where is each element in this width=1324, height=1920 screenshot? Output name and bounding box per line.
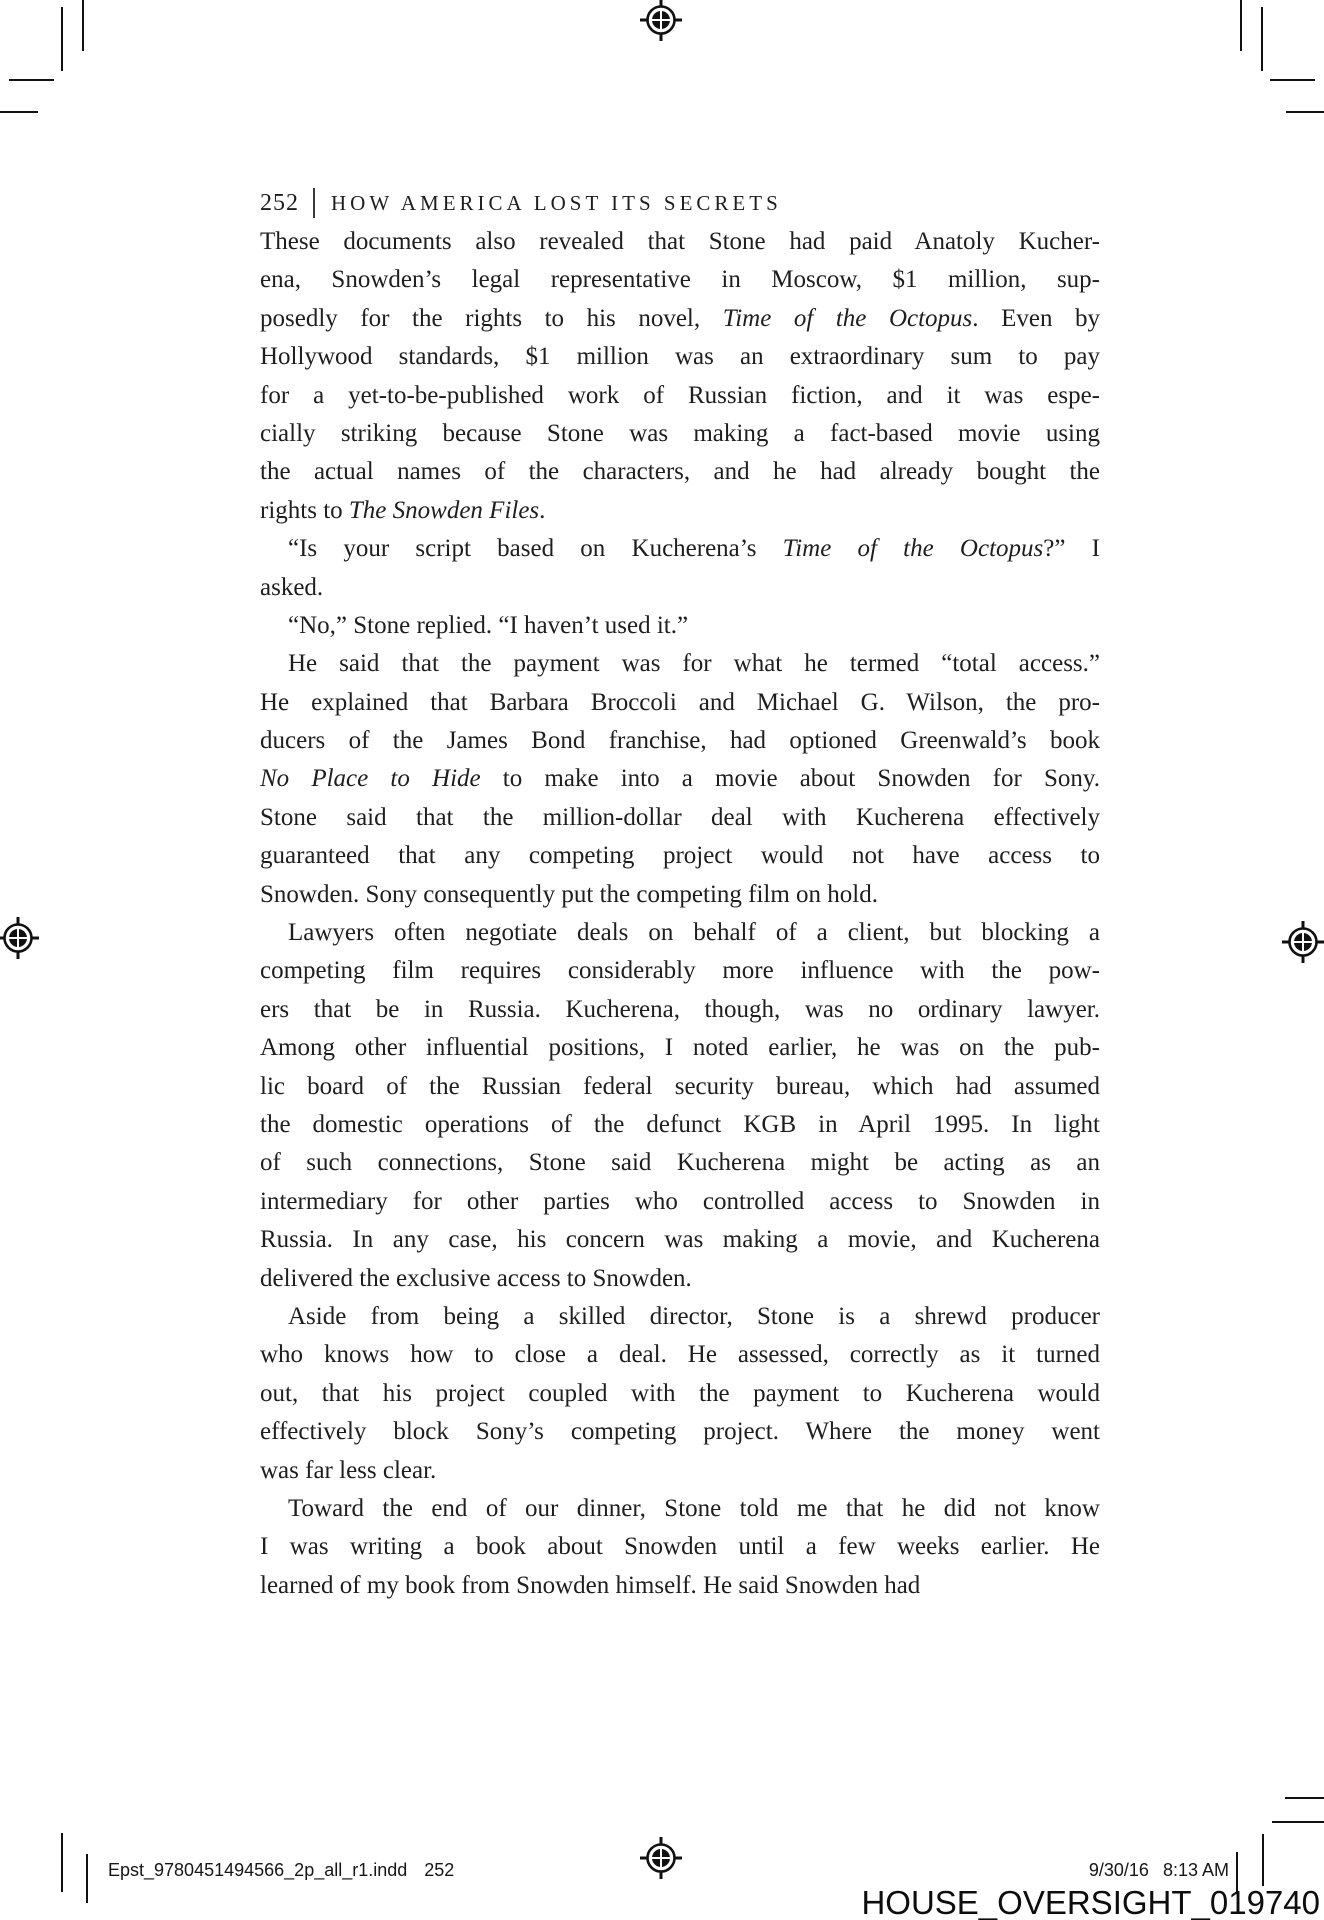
body-line: the domestic operations of the defunct KGB in April 1995. In light <box>260 1110 1100 1138</box>
slug-date: 9/30/16 <box>1088 1860 1149 1880</box>
slug-page-number: 252 <box>424 1860 455 1880</box>
body-line: Hollywood standards, $1 million was an extraordinary sum to pay <box>260 343 1100 371</box>
crop-mark <box>1262 1834 1264 1886</box>
body-line: lic board of the Russian federal security bureau, which had assumed <box>260 1072 1100 1100</box>
body-line: the actual names of the characters, and he had already bought the <box>260 458 1100 486</box>
crop-mark <box>61 7 63 71</box>
header-divider <box>313 188 315 218</box>
body-line: He said that the payment was for what he termed “total access.” <box>288 650 1100 678</box>
body-line: No Place to Hide to make into a movie about Snowden for Sony. <box>260 765 1100 793</box>
slug-time: 8:13 AM <box>1162 1860 1229 1880</box>
body-line: learned of my book from Snowden himself. He said Snowden had <box>260 1571 921 1599</box>
crop-mark <box>1261 7 1263 71</box>
body-line: ducers of the James Bond franchise, had optioned Greenwald’s book <box>260 727 1100 755</box>
body-line: ers that be in Russia. Kucherena, though, was no ordinary lawyer. <box>260 995 1100 1023</box>
crop-mark <box>9 79 54 81</box>
body-line: “Is your script based on Kucherena’s Time of the Octopus?” I <box>288 535 1100 563</box>
body-line: cially striking because Stone was making a fact-based movie using <box>260 419 1100 447</box>
body-line: delivered the exclusive access to Snowden. <box>260 1264 692 1292</box>
body-line: Lawyers often negotiate deals on behalf of a client, but blocking a <box>288 919 1100 947</box>
page-header <box>260 188 782 218</box>
body-line: posedly for the rights to his novel, Time of the Octopus. Even by <box>260 304 1100 332</box>
registration-mark-icon <box>0 916 40 960</box>
body-line: asked. <box>260 573 324 601</box>
paragraph <box>260 607 1100 645</box>
body-line: for a yet-to-be-published work of Russian fiction, and it was espe- <box>260 381 1100 409</box>
paragraph <box>260 1490 1100 1605</box>
body-line: Toward the end of our dinner, Stone told me that he did not know <box>288 1494 1100 1522</box>
body-text <box>260 223 1100 1605</box>
body-line: Stone said that the million-dollar deal with Kucherena effectively <box>260 803 1100 831</box>
body-line: ena, Snowden’s legal representative in Moscow, $1 million, sup- <box>260 266 1100 294</box>
crop-mark <box>1272 1821 1324 1823</box>
body-line: competing film requires considerably more influence with the pow- <box>260 957 1100 985</box>
body-line: effectively block Sony’s competing project. Where the money went <box>260 1418 1100 1446</box>
crop-mark <box>82 0 84 51</box>
crop-mark <box>61 1833 63 1892</box>
bates-stamp: HOUSE_OVERSIGHT_019740 <box>861 1884 1320 1920</box>
slug-filename: Epst_9780451494566_2p_all_r1.indd <box>108 1860 408 1880</box>
body-line: rights to The Snowden Files. <box>260 496 546 524</box>
footer-datetime <box>1089 1860 1229 1881</box>
registration-mark-icon <box>639 1836 683 1880</box>
crop-mark <box>1285 1797 1324 1799</box>
body-line: of such connections, Stone said Kucherena might be acting as an <box>260 1149 1100 1177</box>
body-line: intermediary for other parties who controlled access to Snowden in <box>260 1187 1100 1215</box>
body-line: “No,” Stone replied. “I haven’t used it.” <box>288 611 689 639</box>
paragraph <box>260 223 1100 530</box>
body-line: These documents also revealed that Stone had paid Anatoly Kucher- <box>260 228 1100 255</box>
footer-slug <box>108 1860 454 1881</box>
body-line: out, that his project coupled with the payment to Kucherena would <box>260 1379 1100 1407</box>
body-line: Aside from being a skilled director, Stone is a shrewd producer <box>288 1302 1100 1330</box>
crop-mark <box>1270 79 1315 81</box>
crop-mark <box>1240 0 1242 51</box>
paragraph <box>260 645 1100 914</box>
body-line: was far less clear. <box>260 1456 437 1484</box>
registration-mark-icon <box>639 0 683 42</box>
registration-mark-icon <box>1281 920 1324 964</box>
body-line: Snowden. Sony consequently put the competing film on hold. <box>260 880 878 908</box>
page-number: 252 <box>260 189 299 216</box>
paragraph <box>260 530 1100 607</box>
crop-mark <box>0 111 38 113</box>
paragraph <box>260 914 1100 1298</box>
body-line: Among other influential positions, I noted earlier, he was on the pub- <box>260 1034 1100 1062</box>
book-title: HOW AMERICA LOST ITS SECRETS <box>331 190 782 215</box>
body-line: He explained that Barbara Broccoli and Michael G. Wilson, the pro- <box>260 688 1100 716</box>
body-line: guaranteed that any competing project would not have access to <box>260 842 1100 870</box>
crop-mark <box>86 1854 88 1903</box>
body-line: I was writing a book about Snowden until a few weeks earlier. He <box>260 1533 1100 1561</box>
paragraph <box>260 1298 1100 1490</box>
body-line: Russia. In any case, his concern was making a movie, and Kucherena <box>260 1226 1100 1254</box>
crop-mark <box>1286 111 1324 113</box>
body-line: who knows how to close a deal. He assessed, correctly as it turned <box>260 1341 1100 1369</box>
